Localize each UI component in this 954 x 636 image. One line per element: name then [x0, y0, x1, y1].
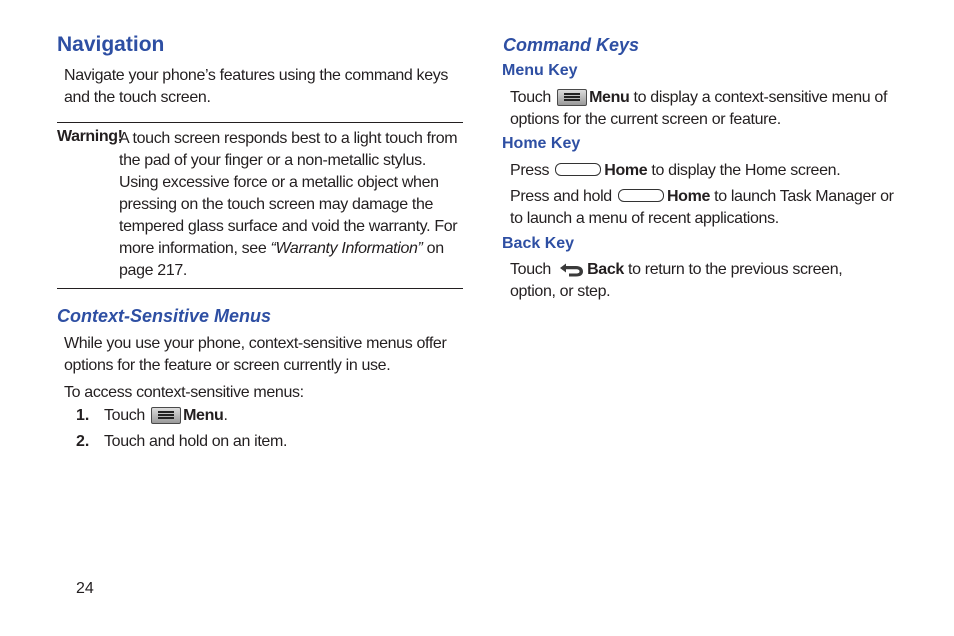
warning-label: Warning! — [57, 128, 123, 145]
menu-key-text-end: to display a context-sensitive menu of options for the current screen or feature. — [510, 89, 888, 128]
menu-key-paragraph — [510, 87, 890, 131]
warning-text — [119, 128, 464, 282]
home-key-icon — [555, 163, 601, 176]
menu-label: Menu — [183, 407, 224, 424]
back-key-paragraph — [510, 259, 890, 303]
step-number: 2. — [76, 433, 90, 450]
step-number: 1. — [76, 407, 90, 424]
home-key-paragraph-2 — [510, 186, 902, 230]
home-key-paragraph-1 — [510, 160, 900, 182]
back-key-text: Touch — [510, 261, 551, 278]
step-1 — [104, 407, 228, 425]
menu-key-text: Touch — [510, 89, 551, 106]
warning-body: A touch screen responds best to a light touch from the pad of your finger or a non-metallic stylus. Using excessive force or a metallic object when pressing on the touch screen may damage the tempered glass surface and void the warranty. For more information, see — [119, 130, 458, 257]
back-key-heading: Back Key — [502, 235, 575, 252]
home-key-text-end: to display the Home screen. — [647, 162, 841, 179]
warranty-link[interactable]: “Warranty Information” — [270, 240, 423, 257]
menu-key-heading: Menu Key — [502, 62, 578, 79]
warning-top-rule — [57, 122, 463, 123]
context-paragraph: While you use your phone, context-sensitive menus offer options for the feature or screen currently in use. — [64, 335, 447, 374]
page-title: Navigation — [57, 33, 165, 56]
home-key-text-2: Press and hold — [510, 188, 612, 205]
warning-body-end: on page 217. — [119, 240, 444, 279]
warning-bottom-rule — [57, 288, 463, 289]
back-key-text-end: to return to the previous screen, option, or step. — [510, 261, 843, 300]
home-key-icon — [618, 189, 664, 202]
back-label: Back — [587, 261, 624, 278]
step-2: Touch and hold on an item. — [104, 433, 288, 450]
menu-key-icon — [151, 407, 181, 424]
home-label: Home — [604, 162, 648, 179]
context-menus-heading: Context-Sensitive Menus — [57, 306, 272, 326]
home-key-heading: Home Key — [502, 135, 581, 152]
home-key-text-2-end: to launch Task Manager or to launch a menu of recent applications. — [510, 188, 894, 227]
back-key-icon — [557, 262, 585, 278]
home-key-text: Press — [510, 162, 550, 179]
command-keys-heading: Command Keys — [503, 35, 640, 55]
menu-key-icon — [557, 89, 587, 106]
intro-paragraph: Navigate your phone’s features using the command keys and the touch screen. — [64, 67, 449, 106]
page-number: 24 — [76, 580, 94, 597]
step-1-text: Touch — [104, 407, 145, 424]
step-1-end: . — [223, 407, 228, 424]
context-paragraph-2: To access context-sensitive menus: — [64, 384, 304, 401]
home-label: Home — [666, 188, 711, 205]
menu-label: Menu — [589, 89, 630, 106]
